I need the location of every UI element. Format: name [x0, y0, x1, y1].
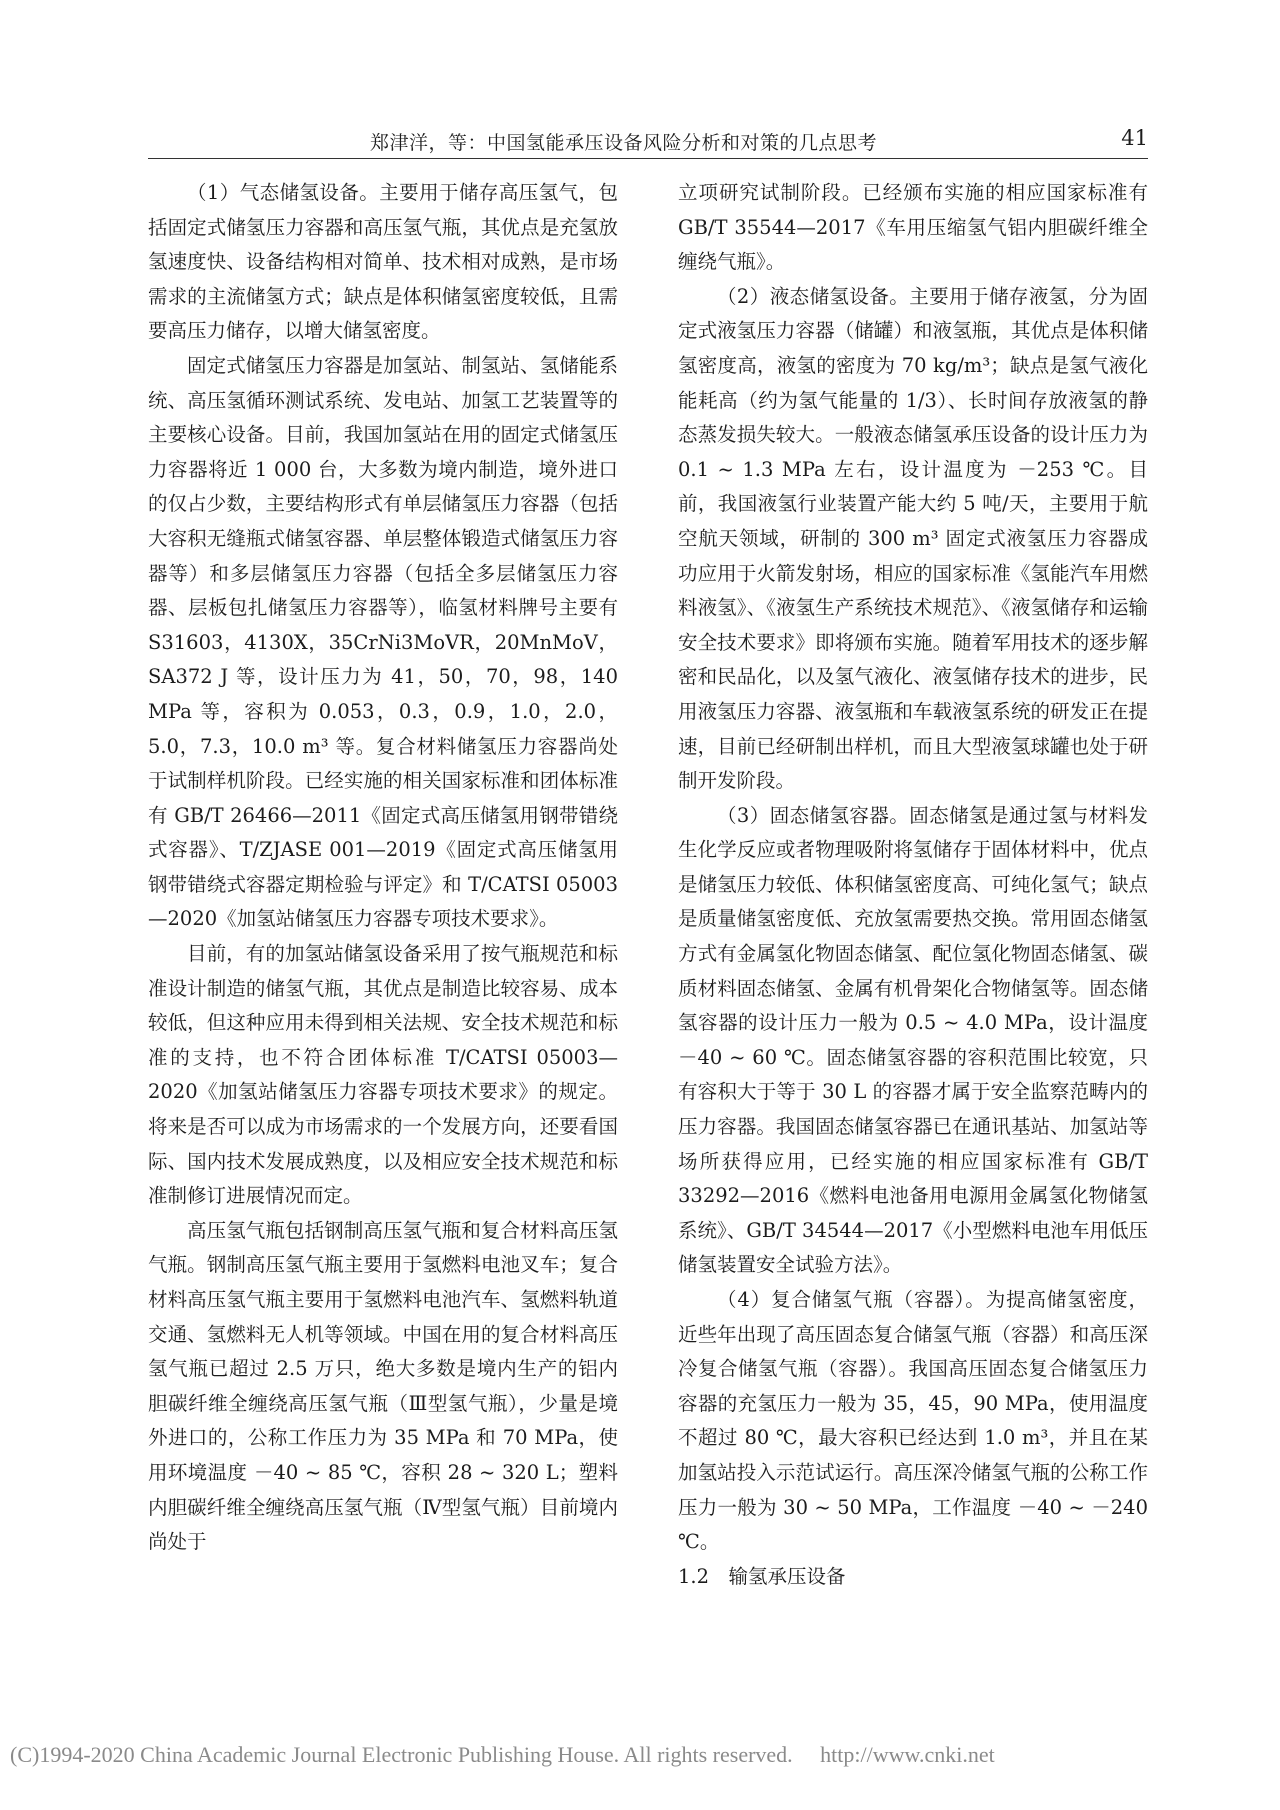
- paragraph-stationary-vessels: 固定式储氢压力容器是加氢站、制氢站、氢储能系统、高压氢循环测试系统、发电站、加氢工艺装置等的主要核心设备。目前，我国加氢站在用的固定式储氢压力容器将近 1 000 台，大多数为境内制造，境外进口的仅占少数，主要结构形式有单层储氢压力容器（包括大容积无缝瓶式储氢容器、单层整体锻造式储氢压力容器等）和多层储氢压力容器（包括全多层储氢压力容器、层板包扎储氢压力容器等），临氢材料牌号主要有 S31603，4130X，35CrNi3MoVR，20MnMoV，SA372 J 等，设计压力为 41，50，70，98，140 MPa 等，容积为 0.053，0.3，0.9，1.0，2.0，5.0，7.3，10.0 m³ 等。复合材料储氢压力容器尚处于试制样机阶段。已经实施的相关国家标准和团体标准有 GB/T 26466—2011《固定式高压储氢用钢带错绕式容器》、T/ZJASE 001—2019《固定式高压储氢用钢带错绕式容器定期检验与评定》和 T/CATSI 05003—2020《加氢站储氢压力容器专项技术要求》。: [148, 353, 618, 931]
- paragraph-liquid-storage: （2）液态储氢设备。主要用于储存液氢，分为固定式液氢压力容器（储罐）和液氢瓶，其优点是体积储氢密度高，液氢的密度为 70 kg/m³；缺点是氢气液化能耗高（约为氢气能量的 1/3）、长时间存放液氢的静态蒸发损失较大。一般液态储氢承压设备的设计压力为 0.1 ~ 1.3 MPa 左右，设计温度为 －253 ℃。目前，我国液氢行业装置产能大约 5 吨/天，主要用于航空航天领域，研制的 300 m³ 固定式液氢压力容器成功应用于火箭发射场，相应的国家标准《氢能汽车用燃料液氢》、《液氢生产系统技术规范》、《液氢储存和运输安全技术要求》即将颁布实施。随着军用技术的逐步解密和民品化，以及氢气液化、液氢储存技术的进步，民用液氢压力容器、液氢瓶和车载液氢系统的研发正在提速，目前已经研制出样机，而且大型液氢球罐也处于研制开发阶段。: [678, 284, 1148, 793]
- paragraph-gaseous-storage: （1）气态储氢设备。主要用于储存高压氢气，包括固定式储氢压力容器和高压氢气瓶，其优点是充氢放氢速度快、设备结构相对简单、技术相对成熟，是市场需求的主流储氢方式；缺点是体积储氢密度较低，且需要高压力储存，以增大储氢密度。: [148, 181, 618, 343]
- left-column: [148, 176, 618, 1560]
- paragraph-cylinder-storage: 目前，有的加氢站储氢设备采用了按气瓶规范和标准设计制造的储氢气瓶，其优点是制造比较容易、成本较低，但这种应用未得到相关法规、安全技术规范和标准的支持，也不符合团体标准 T/CATSI 05003—2020《加氢站储氢压力容器专项技术要求》的规定。将来是否可以成为市场需求的一个发展方向，还要看国际、国内技术发展成熟度，以及相应安全技术规范和标准制修订进展情况而定。: [148, 942, 618, 1208]
- running-header: [148, 118, 1148, 158]
- header-rule: [148, 158, 1148, 159]
- paragraph-continued: 立项研究试制阶段。已经颁布实施的相应国家标准有 GB/T 35544—2017《车用压缩氢气铝内胆碳纤维全缠绕气瓶》。: [678, 181, 1148, 274]
- paragraph-high-pressure-cylinders: 高压氢气瓶包括钢制高压氢气瓶和复合材料高压氢气瓶。钢制高压氢气瓶主要用于氢燃料电池叉车；复合材料高压氢气瓶主要用于氢燃料电池汽车、氢燃料轨道交通、氢燃料无人机等领域。中国在用的复合材料高压氢气瓶已超过 2.5 万只，绝大多数是境内生产的铝内胆碳纤维全缠绕高压氢气瓶（Ⅲ型氢气瓶），少量是境外进口的，公称工作压力为 35 MPa 和 70 MPa，使用环境温度 －40 ~ 85 ℃，容积 28 ~ 320 L；塑料内胆碳纤维全缠绕高压氢气瓶（Ⅳ型氢气瓶）目前境内尚处于: [148, 1218, 618, 1554]
- running-title: 郑津洋，等：中国氢能承压设备风险分析和对策的几点思考: [370, 132, 878, 154]
- right-column: [678, 176, 1148, 1594]
- section-heading: 1.2 输氢承压设备: [678, 1564, 846, 1588]
- copyright-footer: (C)1994-2020 China Academic Journal Electronic Publishing House. All rights reserved. http://www.cnki.net: [10, 1742, 995, 1767]
- paragraph-composite-storage: （4）复合储氢气瓶（容器）。为提高储氢密度，近些年出现了高压固态复合储氢气瓶（容器）和高压深冷复合储氢气瓶（容器）。我国高压固态复合储氢压力容器的充氢压力一般为 35，45，90 MPa，使用温度不超过 80 ℃，最大容积已经达到 1.0 m³，并且在某加氢站投入示范试运行。高压深冷储氢气瓶的公称工作压力一般为 30 ~ 50 MPa，工作温度 －40 ~ －240 ℃。: [678, 1288, 1148, 1554]
- paragraph-solid-storage: （3）固态储氢容器。固态储氢是通过氢与材料发生化学反应或者物理吸附将氢储存于固体材料中，优点是储氢压力较低、体积储氢密度高、可纯化氢气；缺点是质量储氢密度低、充放氢需要热交换。常用固态储氢方式有金属氢化物固态储氢、配位氢化物固态储氢、碳质材料固态储氢、金属有机骨架化合物储氢等。固态储氢容器的设计压力一般为 0.5 ~ 4.0 MPa，设计温度 －40 ~ 60 ℃。固态储氢容器的容积范围比较宽，只有容积大于等于 30 L 的容器才属于安全监察范畴内的压力容器。我国固态储氢容器已在通讯基站、加氢站等场所获得应用，已经实施的相应国家标准有 GB/T 33292—2016《燃料电池备用电源用金属氢化物储氢系统》、GB/T 34544—2017《小型燃料电池车用低压储氢装置安全试验方法》。: [678, 803, 1148, 1277]
- page-number: 41: [1121, 126, 1148, 150]
